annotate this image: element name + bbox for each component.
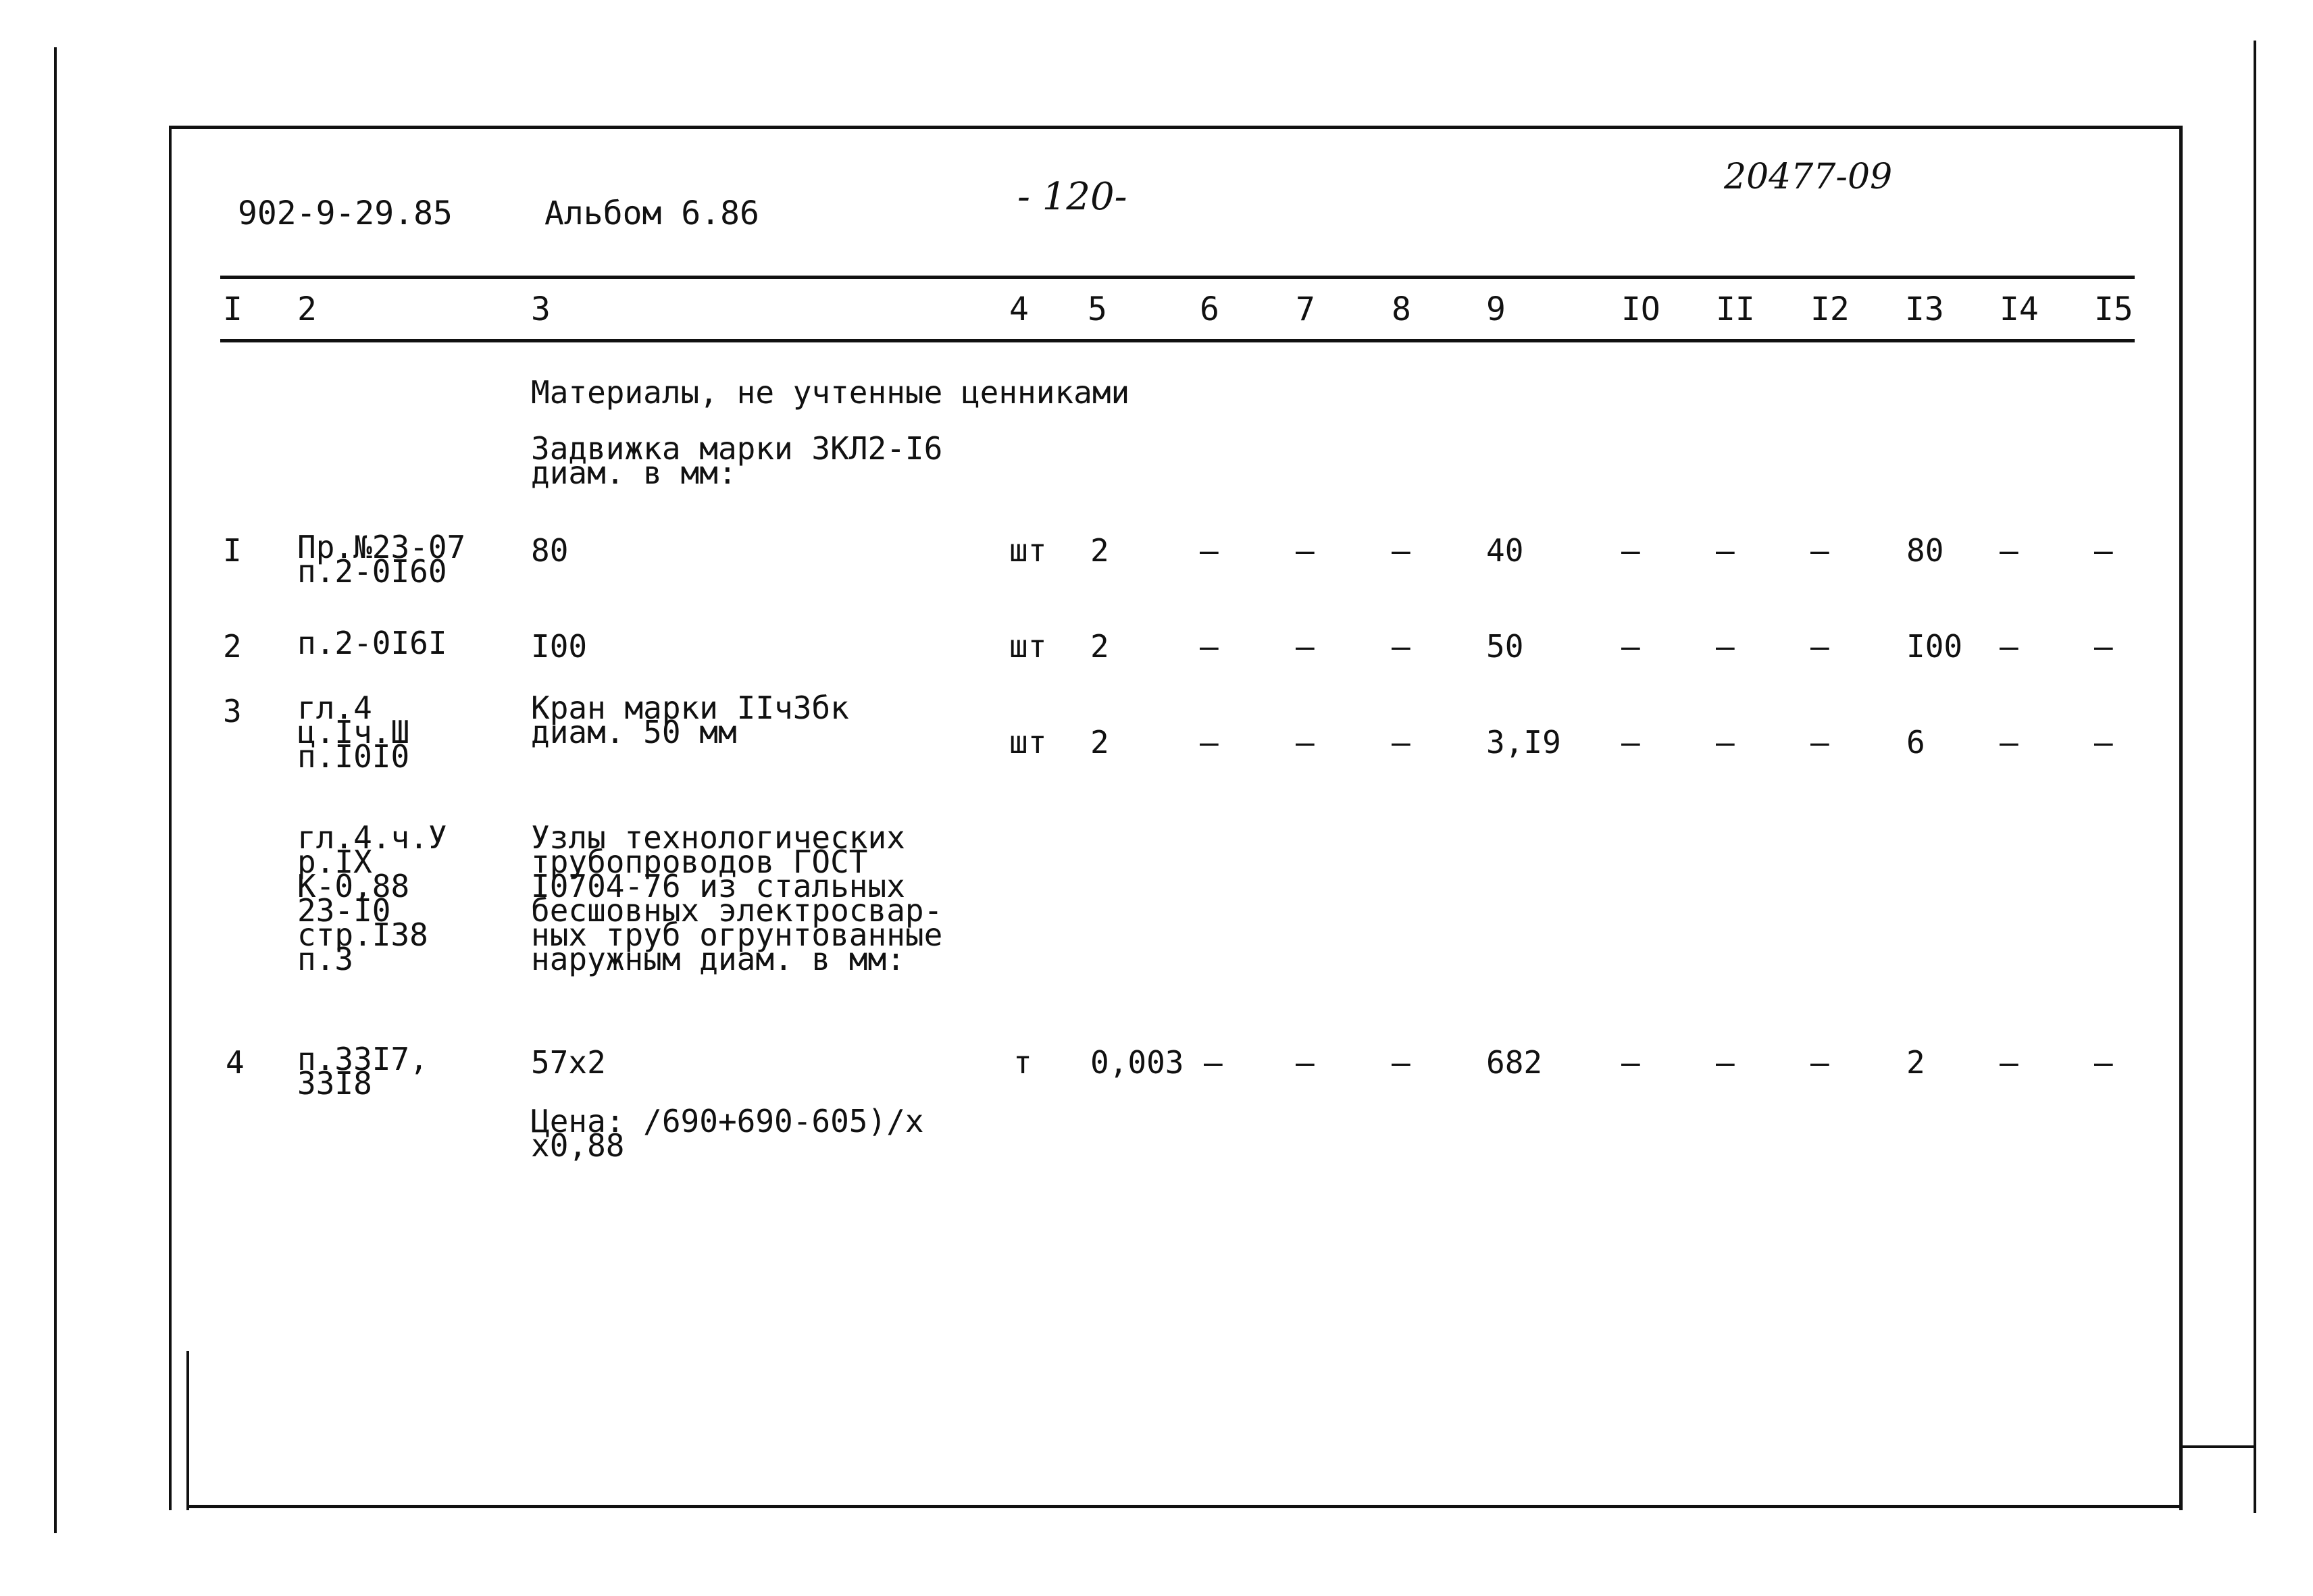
row-col8: – [1392, 1044, 1410, 1081]
row-col6: – [1200, 628, 1219, 665]
row-col6: – [1200, 532, 1219, 569]
row-col9: 682 [1486, 1044, 1543, 1081]
row-col13: 80 [1906, 532, 1944, 569]
row-number: 4 [226, 1044, 245, 1081]
row-col14: – [2000, 532, 2018, 569]
valve-subsection-title: Задвижка марки ЗКЛ2-I6 диам. в мм: [531, 430, 943, 491]
row-col15: – [2094, 724, 2113, 761]
left-margin-line [54, 47, 57, 1533]
row-col9: 50 [1486, 628, 1524, 665]
album-label: Альбом 6.86 [544, 195, 759, 232]
col-num-5: 5 [1088, 290, 1107, 328]
row-name: Кран марки IIч3бк диам. 50 мм [531, 690, 849, 750]
row-col10: – [1621, 724, 1640, 761]
column-header-top-line [220, 276, 2135, 279]
row-col13: I00 [1906, 628, 1963, 665]
row-col6: – [1204, 1044, 1223, 1081]
row-col11: – [1716, 1044, 1735, 1081]
row-unit: шт [1009, 724, 1047, 761]
row-col5: 2 [1090, 724, 1109, 761]
column-header-bottom-line [220, 339, 2135, 342]
row-col10: – [1621, 1044, 1640, 1081]
col-num-8: 8 [1392, 290, 1411, 328]
row-col6: – [1200, 724, 1219, 761]
col-num-14: I4 [2000, 290, 2039, 328]
row-col10: – [1621, 532, 1640, 569]
row-col15: – [2094, 532, 2113, 569]
frame-left-inner [186, 1351, 189, 1510]
right-margin-line [2254, 41, 2256, 1513]
row-col11: – [1716, 628, 1735, 665]
row-reference: п.2-0I6I [297, 625, 447, 661]
pipes-description: Узлы технологических трубопроводов ГОСТ I0704-76 из стальных бесшовных электросвар- ных труб огрунтованные наружным диам. в мм: [531, 819, 943, 977]
row-col15: – [2094, 628, 2113, 665]
col-num-10: IO [1621, 290, 1660, 328]
row-col11: – [1716, 724, 1735, 761]
row-number: 2 [223, 628, 242, 665]
col-num-1: I [223, 290, 243, 328]
stamp-side-line [2182, 1445, 2256, 1448]
frame-left [169, 126, 172, 1510]
row-name: 80 [531, 532, 569, 569]
row-col14: – [2000, 628, 2018, 665]
row-col12: – [1810, 628, 1829, 665]
col-num-12: I2 [1810, 290, 1850, 328]
row-name: I00 [531, 628, 588, 665]
pipes-reference: гл.4.ч.У р.IX К-0,88 23-I0 стр.I38 п.3 [297, 819, 447, 977]
row-unit: шт [1009, 628, 1047, 665]
col-num-4: 4 [1009, 290, 1029, 328]
row-col12: – [1810, 532, 1829, 569]
row-unit: т [1013, 1044, 1032, 1081]
row-col11: – [1716, 532, 1735, 569]
row-col12: – [1810, 724, 1829, 761]
col-num-15: I5 [2094, 290, 2133, 328]
col-num-3: 3 [531, 290, 551, 328]
col-num-13: I3 [1905, 290, 1944, 328]
col-num-2: 2 [297, 290, 317, 328]
row-col7: – [1296, 724, 1315, 761]
frame-right [2179, 126, 2183, 1510]
row-reference: гл.4 ц.Iч.Ш п.I0I0 [297, 690, 410, 775]
row-reference: п.33I7, 33I8 [297, 1041, 428, 1102]
row-col13: 6 [1906, 724, 1925, 761]
row-col5: 2 [1090, 628, 1109, 665]
price-note: Цена: /690+690-605)/х х0,88 [531, 1103, 924, 1164]
document-code: 902-9-29.85 [238, 195, 453, 232]
row-col14: – [2000, 724, 2018, 761]
registration-stamp: 20477-09 [1724, 157, 1893, 197]
row-unit: шт [1009, 532, 1047, 569]
col-num-6: 6 [1200, 290, 1219, 328]
section-title: Материалы, не учтенные ценниками [531, 374, 1130, 411]
row-col13: 2 [1906, 1044, 1925, 1081]
row-col8: – [1392, 628, 1410, 665]
row-col5: 0,003 [1090, 1044, 1184, 1081]
row-number: 3 [223, 693, 242, 729]
row-col15: – [2094, 1044, 2113, 1081]
col-num-11: II [1716, 290, 1755, 328]
row-number: I [223, 532, 242, 569]
row-col8: – [1392, 724, 1410, 761]
row-col12: – [1810, 1044, 1829, 1081]
frame-bottom [186, 1505, 2182, 1508]
col-num-7: 7 [1296, 290, 1315, 328]
col-num-9: 9 [1486, 290, 1506, 328]
row-reference: Пр.№23-07 п.2-0I60 [297, 529, 466, 590]
row-col14: – [2000, 1044, 2018, 1081]
row-col8: – [1392, 532, 1410, 569]
row-col9: 3,I9 [1486, 724, 1561, 761]
row-col7: – [1296, 532, 1315, 569]
row-col7: – [1296, 628, 1315, 665]
row-col10: – [1621, 628, 1640, 665]
row-col7: – [1296, 1044, 1315, 1081]
row-col5: 2 [1090, 532, 1109, 569]
page-number: - 120- [1017, 175, 1127, 219]
frame-top [169, 126, 2182, 129]
row-name: 57х2 [531, 1044, 606, 1081]
row-col9: 40 [1486, 532, 1524, 569]
